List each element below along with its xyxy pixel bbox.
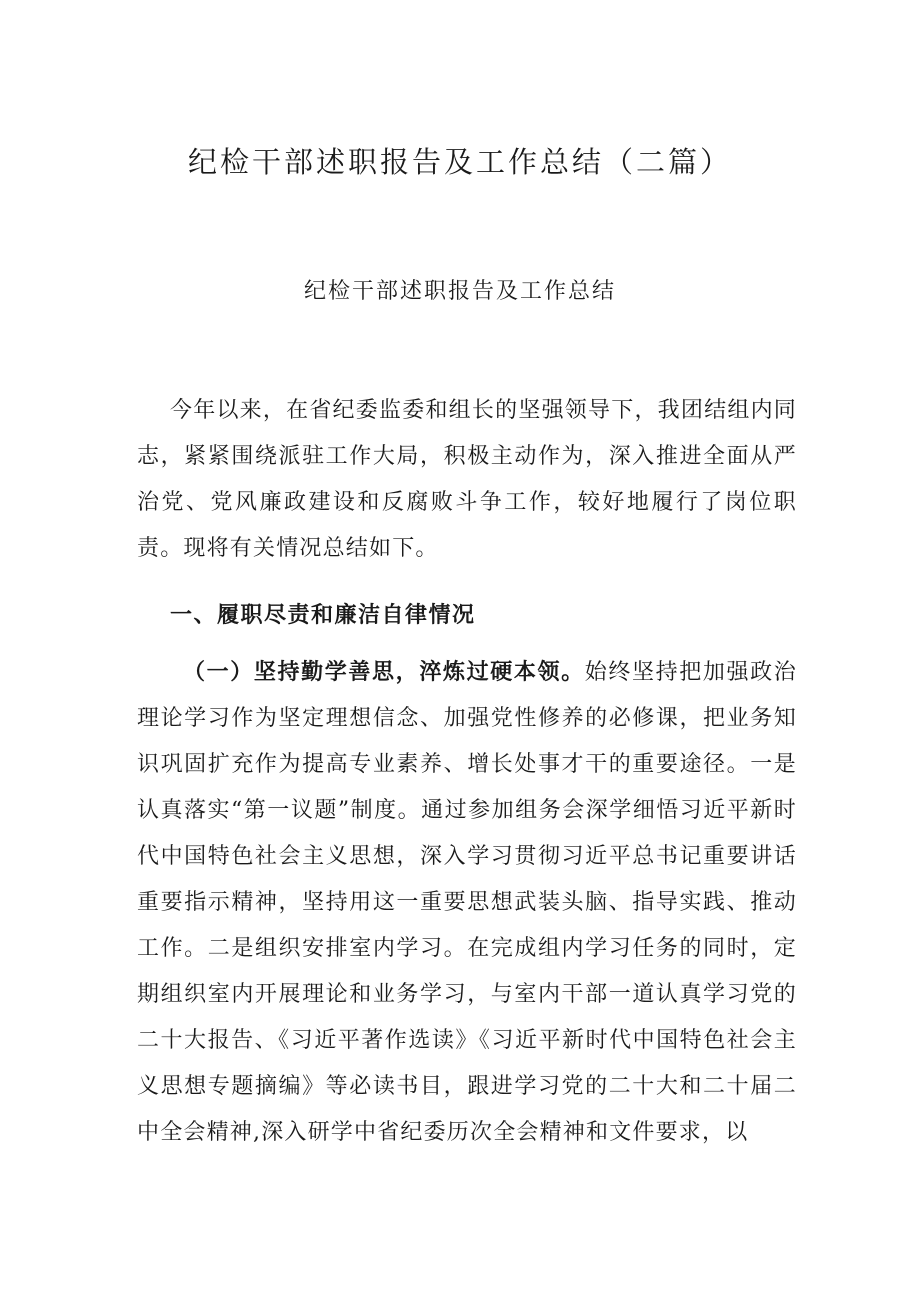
- document-title: 纪检干部述职报告及工作总结（二篇）: [187, 145, 732, 179]
- document-subtitle: 纪检干部述职报告及工作总结: [303, 279, 616, 304]
- section-heading: 一、履职尽责和廉洁自律情况: [170, 603, 476, 628]
- intro-paragraph: 今年以来，在省纪委监委和组长的坚强领导下，我团结组内同志，紧紧围绕派驻工作大局，积极主动作为，深入推进全面从严治党、党风廉政建设和反腐败斗争工作，较好地履行了岗位职责。现将有关情况总结如下。: [137, 398, 797, 561]
- section-paragraph-text: 始终坚持把加强政治理论学习作为坚定理想信念、加强党性修养的必修课，把业务知识巩固扩充作为提高专业素养、增长处事才干的重要途径。一是认真落实“第一议题”制度。通过参加组务会深学细悟习近平新时代中国特色社会主义思想，深入学习贯彻习近平总书记重要讲话重要指示精神，坚持用这一重要思想武装头脑、指导实践、推动工作。二是组织安排室内学习。在完成组内学习任务的同时，定期组织室内开展理论和业务学习，与室内干部一道认真学习党的二十大报告、《习近平著作选读》《习近平新时代中国特色社会主义思想专题摘编》等必读书目，跟进学习党的二十大和二十届二中全会精神,深入研学中省纪委历次全会精神和文件要求，以: [137, 660, 797, 1145]
- section-paragraph-lead: （一）坚持勤学善思，淬炼过硬本领。: [183, 660, 585, 685]
- section-paragraph: [137, 650, 797, 1156]
